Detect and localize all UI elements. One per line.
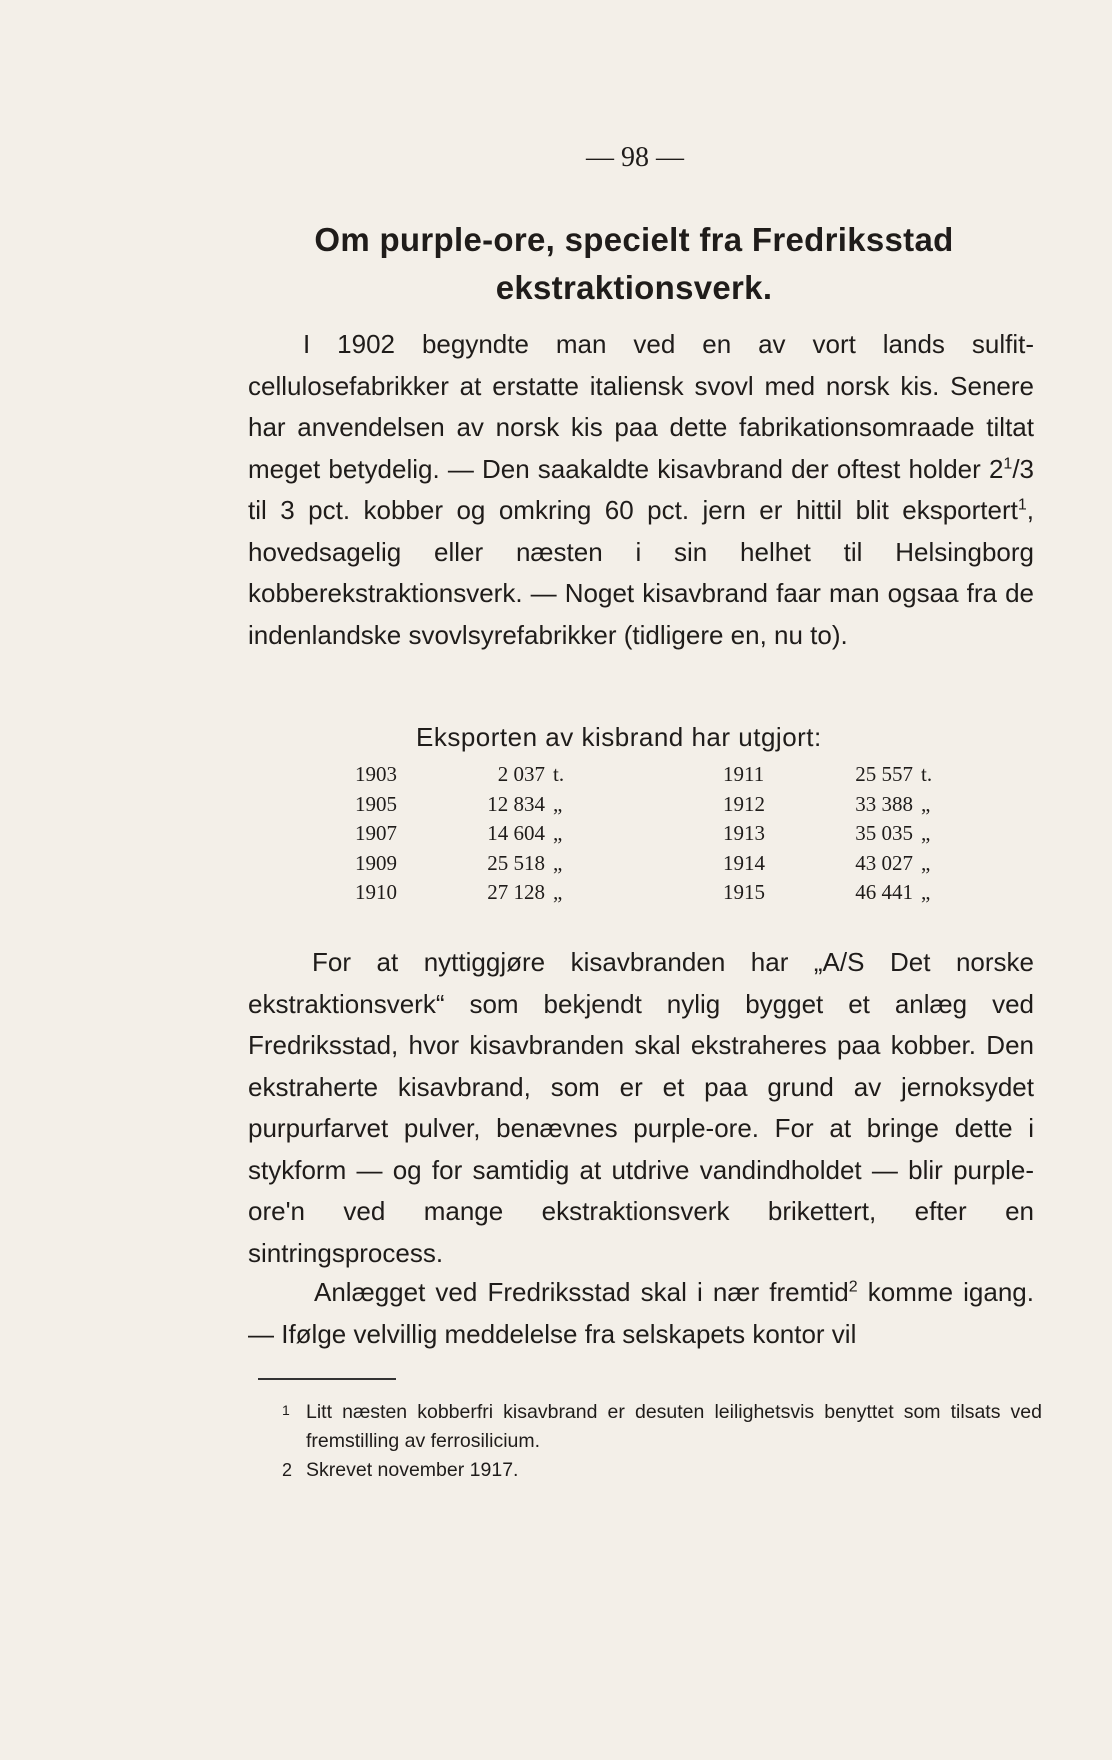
paragraph-intro <box>248 324 1034 656</box>
footnote-1-text: Litt næsten kobberfri kisavbrand er desuten leilighetsvis benyttet som tilsats ved fremstilling av ferrosilicium. <box>306 1401 1042 1452</box>
year-cell: 1907 <box>355 821 397 846</box>
value-cell: 12 834 <box>487 791 545 816</box>
value-cell: 27 128 <box>487 880 545 905</box>
value-cell: 33 388 <box>855 791 913 816</box>
unit-cell: „ <box>553 821 563 846</box>
fraction-superscript: 1 <box>1003 454 1013 472</box>
paragraph-startup-text-2: komme igang. — Ifølge velvillig meddelelse fra selskapets kontor vil <box>248 1277 1034 1349</box>
year-cell: 1915 <box>723 880 765 905</box>
fraction-whole: 2 <box>988 453 1004 484</box>
year-cell: 1911 <box>723 762 765 787</box>
value-cell: 25 557 <box>855 762 913 787</box>
unit-cell: „ <box>921 791 931 816</box>
value-cell: 43 027 <box>855 850 913 875</box>
unit-cell: „ <box>553 850 563 875</box>
unit-cell: „ <box>921 850 931 875</box>
export-table-body <box>355 760 1091 908</box>
footnote-1-mark: 1 <box>282 1402 290 1418</box>
paragraph-startup-text-1: Anlægget ved Fredriksstad skal i nær fremtid <box>314 1277 849 1307</box>
table-row <box>355 849 1091 879</box>
footnote-2-text: Skrevet november 1917. <box>306 1459 519 1481</box>
page-number: — 98 — <box>586 142 684 173</box>
export-table <box>355 760 1091 908</box>
year-cell: 1912 <box>723 791 765 816</box>
footnote-1 <box>282 1398 1042 1456</box>
value-cell: 14 604 <box>487 821 545 846</box>
table-row <box>355 819 1091 849</box>
footnote-ref-1: 1 <box>1017 496 1027 514</box>
year-cell: 1914 <box>723 850 765 875</box>
unit-cell: „ <box>921 821 931 846</box>
paragraph-plant: For at nyttiggjøre kisavbranden har „A/S Det norske ekstraktionsverk“ som bekjendt nylig bygget et anlæg ved Fredriksstad, hvor kisavbranden skal ekstraheres paa kobber. Den ekstraherte kisavbrand, som er et paa grund av jernoksydet purpurfarvet pulver, benævnes purple-ore. For at bringe dette i stykform — og for samtidig at utdrive vandindholdet — blir purple-ore'n ved mange ekstraktionsverk brikettert, efter en sintringsprocess. <box>248 947 1034 1268</box>
fraction-rest: /3 <box>1012 453 1034 484</box>
value-cell: 35 035 <box>855 821 913 846</box>
paragraph-intro-text-1: I 1902 begyndte man ved en av vort lands sulfit-cellulosefabrikker at erstatte italiensk svovl med norsk kis. Senere har anvendelsen av norsk kis paa dette fabrikationsomraade tiltat meget betydelig. — Den saakaldte kisavbrand der oftest holder <box>248 329 1034 484</box>
footnote-divider <box>258 1378 396 1380</box>
unit-cell: „ <box>921 880 931 905</box>
table-row <box>355 790 1091 820</box>
unit-cell: t. <box>553 762 565 787</box>
footnote-2-mark: 2 <box>282 1460 293 1480</box>
year-cell: 1903 <box>355 762 397 787</box>
value-cell: 46 441 <box>855 880 913 905</box>
table-heading: Eksporten av kisbrand har utgjort: <box>416 722 822 752</box>
year-cell: 1910 <box>355 880 397 905</box>
value-cell: 2 037 <box>497 762 545 787</box>
value-cell: 25 518 <box>487 850 545 875</box>
year-cell: 1905 <box>355 791 397 816</box>
unit-cell: „ <box>553 880 563 905</box>
unit-cell: t. <box>921 762 933 787</box>
unit-cell: „ <box>553 791 563 816</box>
table-row <box>355 878 1091 908</box>
year-cell: 1913 <box>723 821 765 846</box>
year-cell: 1909 <box>355 850 397 875</box>
footnote-ref-2: 2 <box>848 1278 858 1296</box>
paragraph-intro-text-3: , hovedsagelig eller næsten i sin helhet til Helsingborg kobberekstraktionsverk. — Noget kisavbrand faar man ogsaa fra de indenlandske svovlsyrefabrikker (tidligere en, nu to). <box>248 495 1034 650</box>
footnotes <box>282 1398 1042 1485</box>
table-row <box>355 760 1091 790</box>
article-title: Om purple-ore, specielt fra Fredriksstad ekstraktionsverk. <box>314 221 954 306</box>
paragraph-intro-text-2: til 3 pct. kobber og omkring 60 pct. jern er hittil blit eksportert <box>248 495 1018 525</box>
paragraph-startup <box>248 1272 1034 1355</box>
footnote-2 <box>282 1456 1042 1485</box>
